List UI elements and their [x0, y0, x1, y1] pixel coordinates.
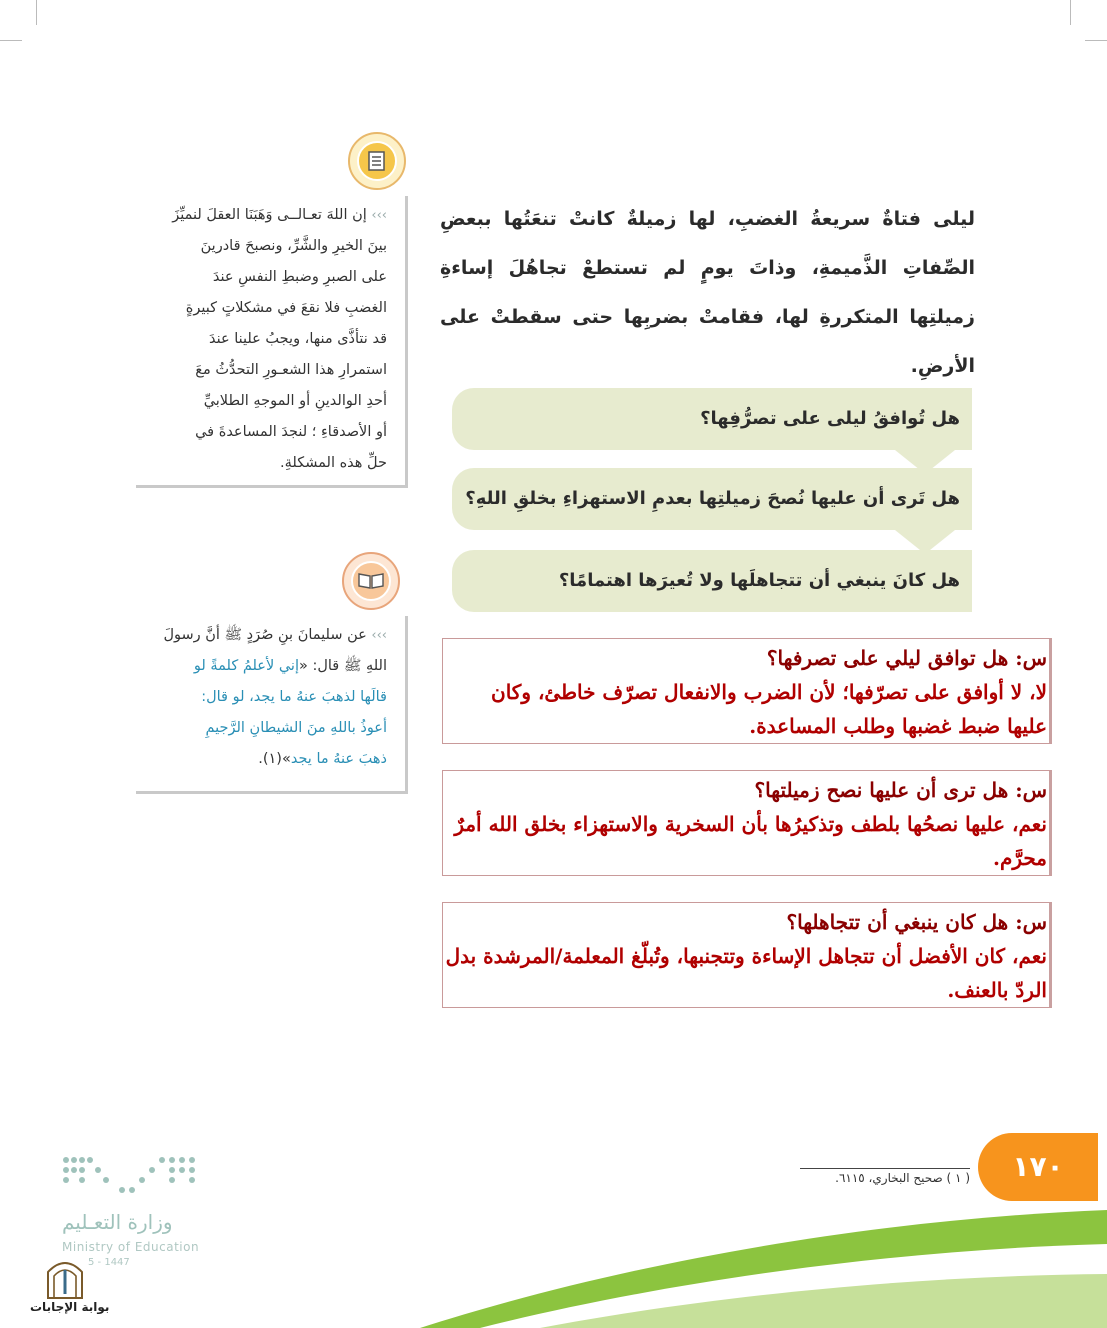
question-text: هل تَرى أن عليها نُصحَ زميلتِها بعدمِ الاستهزاءِ بخلقِ اللهِ؟ — [465, 488, 960, 509]
portal-logo-icon — [44, 1254, 86, 1300]
crop-mark — [1085, 40, 1107, 41]
side-note-line: قد نتأذَّى منها، ويجبُ علينا عندَ — [208, 331, 387, 347]
side-note-line: أو الأصدقاءِ ؛ لنجدَ المساعدةَ في — [195, 424, 387, 440]
side-note-line: ››› عن سليمانَ بنِ صُرَدٍ ﷺ أنَّ رسولَ — [163, 627, 387, 643]
answer-line: لا، لا أوافق على تصرّفها؛ لأن الضرب والانفعال تصرّف خاطئ، وكان — [491, 680, 1047, 704]
ministry-logo-icon — [62, 1152, 198, 1198]
question-text: هل تُوافقُ ليلى على تصرُّفِها؟ — [700, 408, 960, 429]
answer-box-2 — [442, 770, 1052, 876]
side-note-line: على الصبرِ وضبطِ النفسِ عندَ — [212, 269, 387, 285]
crop-mark — [36, 0, 37, 25]
chevron-icon: ››› — [371, 208, 387, 223]
side-note-line: بينَ الخيرِ والشَّرِّ، ونصبحَ قادرينَ — [200, 238, 387, 254]
side-note-line: ذهبَ عنهُ ما يجد»(١). — [258, 751, 387, 767]
answer-line: عليها ضبط غضبها وطلب المساعدة. — [749, 714, 1047, 738]
answer-line: محرَّم. — [992, 846, 1047, 870]
crop-mark — [1070, 0, 1071, 25]
portal-label: بوابة الإجابات — [30, 1300, 110, 1314]
side-note-line: استمرارِ هذا الشعـورِ التحدُّثُ معَ — [195, 362, 387, 378]
green-wave-decoration — [0, 1180, 1107, 1328]
crop-mark — [0, 40, 22, 41]
answer-box-1 — [442, 638, 1052, 744]
answer-question: س: هل كان ينبغي أن تتجاهلها؟ — [786, 910, 1047, 934]
page-number: ١٧٠ — [978, 1133, 1098, 1201]
question-bar-1 — [452, 388, 972, 450]
ministry-year: 5 - 1447 — [88, 1257, 130, 1268]
answer-box-3 — [442, 902, 1052, 1008]
ministry-name-arabic: وزارة التعـليم — [62, 1210, 173, 1234]
chevron-icon: ››› — [371, 628, 387, 643]
answer-question: س: هل ترى أن عليها نصح زميلتها؟ — [754, 778, 1047, 802]
answer-question: س: هل توافق ليلي على تصرفها؟ — [766, 646, 1047, 670]
side-note-line: أحدِ الوالدينِ أو الموجهِ الطلابيِّ — [203, 393, 387, 409]
question-bar-3 — [452, 550, 972, 612]
question-bar-2 — [452, 468, 972, 530]
ministry-name-english: Ministry of Education — [62, 1240, 200, 1254]
answer-line: الردّ بالعنف. — [947, 978, 1047, 1002]
story-paragraph: ليلى فتاةٌ سريعةُ الغضبِ، لها زميلةٌ كانتْ تنعَتُها ببعضِ الصِّفاتِ الذَّميمةِ، وذاتَ يومٍ لم تستطعْ تجاهُلَ إساءةِ زميلتِها المتكررةِ لها، فقامتْ بضربِها حتى سقطتْ على الأرضِ. — [440, 208, 975, 377]
question-text: هل كانَ ينبغي أن تتجاهلَها ولا تُعيرَها اهتمامًا؟ — [558, 570, 960, 591]
side-note-line: حلِّ هذه المشكلةِ. — [280, 455, 387, 471]
side-note-line: الغضبِ فلا نقعَ في مشكلاتٍ كبيرةٍ — [185, 300, 387, 316]
side-note-line: ››› إن اللهَ تعـالــى وَهَبَنَا العقلَ لنميِّزَ — [172, 207, 387, 223]
book-icon — [342, 552, 400, 610]
side-note-line: قالَها لذهبَ عنهُ ما يجد، لو قال: — [201, 689, 387, 705]
side-note-hadith — [136, 616, 408, 794]
side-note-line: أعوذُ باللهِ منَ الشيطانِ الرَّجيمِ — [205, 720, 387, 736]
answer-line: نعم، كان الأفضل أن تتجاهل الإساءة وتتجنبها، وتُبلّغ المعلمة/المرشدة بدل — [445, 944, 1047, 968]
side-note-line: اللهِ ﷺ قال: «إني لأعلمُ كلمةً لو — [193, 658, 387, 674]
side-note-values — [136, 196, 408, 488]
answer-line: نعم، عليها نصحُها بلطف وتذكيرُها بأن السخرية والاستهزاء بخلق الله أمرٌ — [454, 812, 1047, 836]
notes-icon — [348, 132, 406, 190]
footnote: ( ١ ) صحيح البخاري، ٦١١٥. — [800, 1168, 970, 1185]
